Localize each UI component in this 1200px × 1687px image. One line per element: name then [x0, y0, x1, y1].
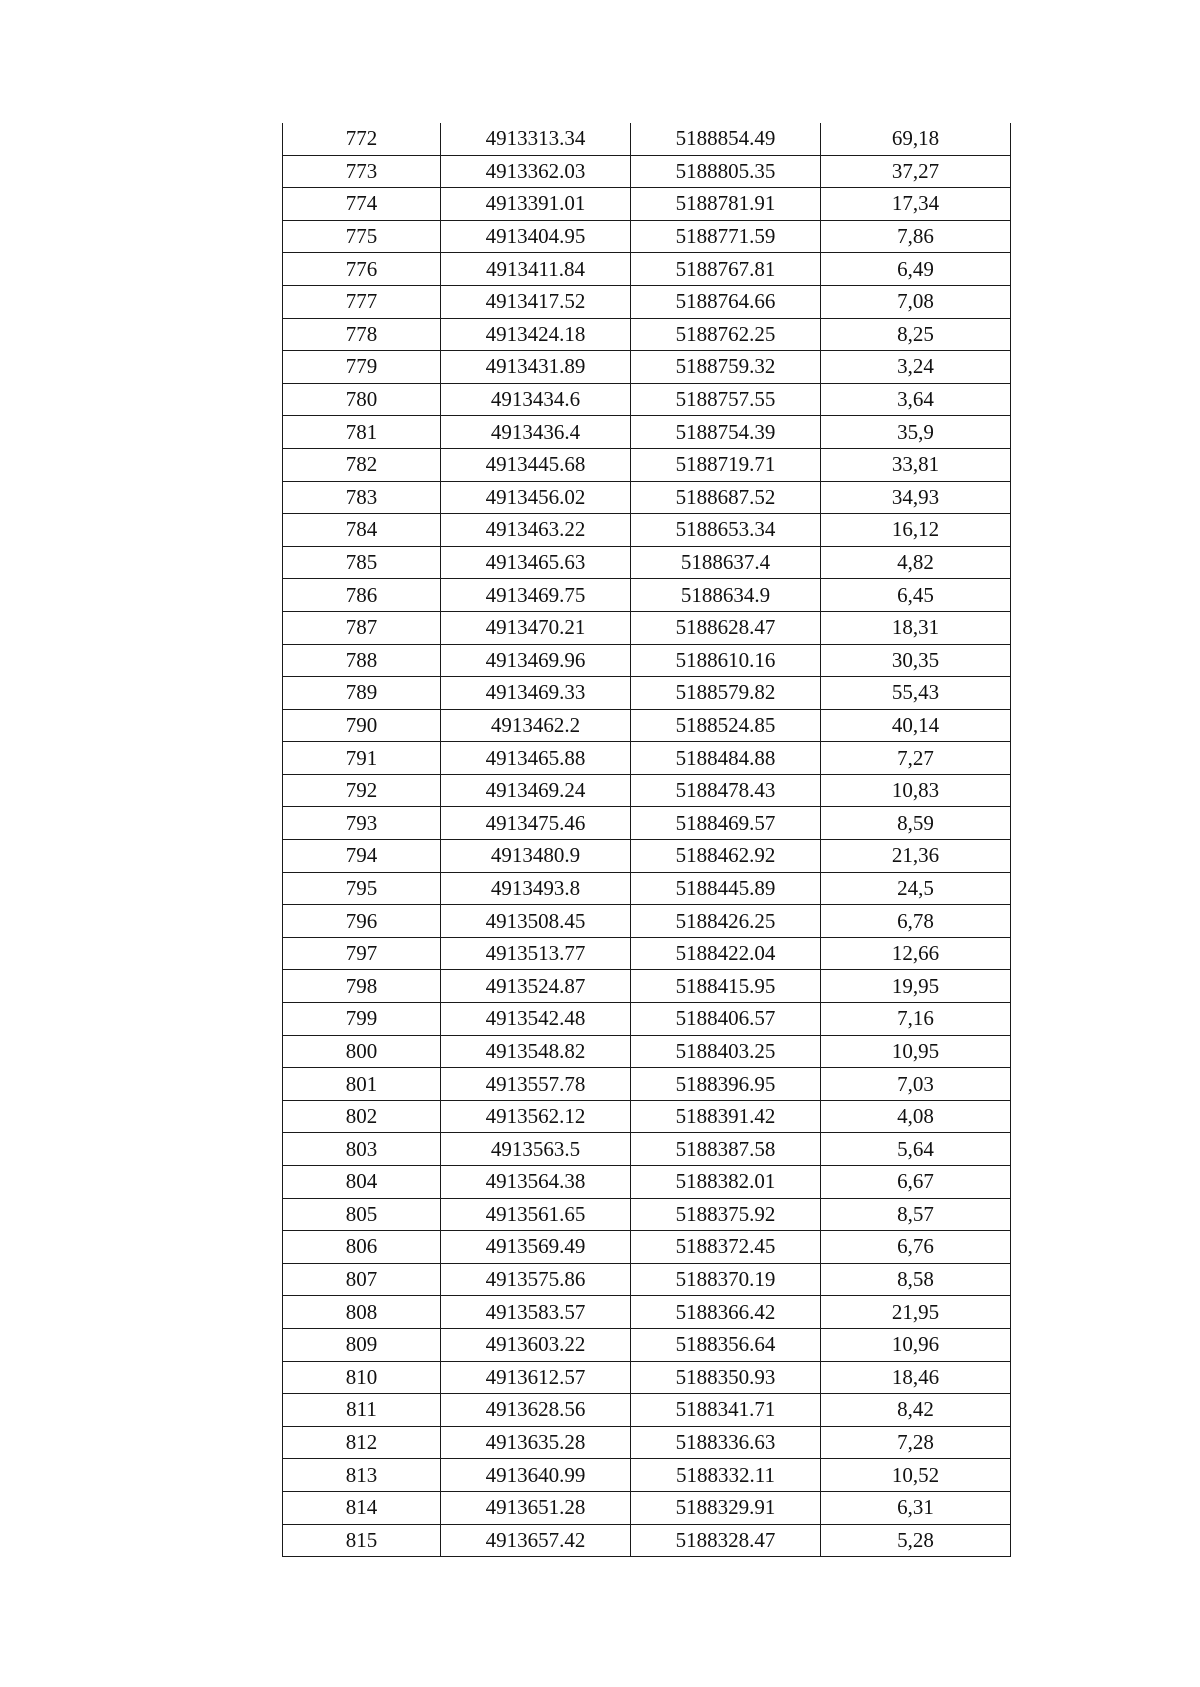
distance-cell: 10,95	[821, 1035, 1011, 1068]
point-number-cell: 802	[283, 1100, 441, 1133]
table-row	[283, 253, 1011, 286]
point-number-cell: 794	[283, 840, 441, 873]
y-coordinate-cell: 5188328.47	[631, 1524, 821, 1557]
x-coordinate-cell: 4913563.5	[441, 1133, 631, 1166]
y-coordinate-cell: 5188387.58	[631, 1133, 821, 1166]
x-coordinate-cell: 4913557.78	[441, 1068, 631, 1101]
y-coordinate-cell: 5188771.59	[631, 220, 821, 253]
x-coordinate-cell: 4913564.38	[441, 1166, 631, 1199]
y-coordinate-cell: 5188637.4	[631, 546, 821, 579]
distance-cell: 8,42	[821, 1394, 1011, 1427]
y-coordinate-cell: 5188422.04	[631, 937, 821, 970]
table-row	[283, 123, 1011, 155]
y-coordinate-cell: 5188332.11	[631, 1459, 821, 1492]
table-row	[283, 579, 1011, 612]
x-coordinate-cell: 4913465.88	[441, 742, 631, 775]
distance-cell: 3,24	[821, 351, 1011, 384]
distance-cell: 34,93	[821, 481, 1011, 514]
y-coordinate-cell: 5188469.57	[631, 807, 821, 840]
table-row	[283, 1100, 1011, 1133]
x-coordinate-cell: 4913391.01	[441, 188, 631, 221]
table-row	[283, 285, 1011, 318]
table-row	[283, 872, 1011, 905]
x-coordinate-cell: 4913462.2	[441, 709, 631, 742]
y-coordinate-cell: 5188781.91	[631, 188, 821, 221]
point-number-cell: 797	[283, 937, 441, 970]
point-number-cell: 803	[283, 1133, 441, 1166]
distance-cell: 10,96	[821, 1328, 1011, 1361]
point-number-cell: 778	[283, 318, 441, 351]
distance-cell: 5,28	[821, 1524, 1011, 1557]
table-row	[283, 742, 1011, 775]
x-coordinate-cell: 4913424.18	[441, 318, 631, 351]
distance-cell: 10,83	[821, 774, 1011, 807]
distance-cell: 18,31	[821, 611, 1011, 644]
point-number-cell: 786	[283, 579, 441, 612]
y-coordinate-cell: 5188366.42	[631, 1296, 821, 1329]
point-number-cell: 790	[283, 709, 441, 742]
point-number-cell: 810	[283, 1361, 441, 1394]
x-coordinate-cell: 4913562.12	[441, 1100, 631, 1133]
distance-cell: 7,86	[821, 220, 1011, 253]
x-coordinate-cell: 4913404.95	[441, 220, 631, 253]
table-row	[283, 840, 1011, 873]
point-number-cell: 772	[283, 123, 441, 155]
y-coordinate-cell: 5188426.25	[631, 905, 821, 938]
distance-cell: 21,95	[821, 1296, 1011, 1329]
distance-cell: 18,46	[821, 1361, 1011, 1394]
y-coordinate-cell: 5188341.71	[631, 1394, 821, 1427]
y-coordinate-cell: 5188329.91	[631, 1491, 821, 1524]
table-row	[283, 546, 1011, 579]
table-row	[283, 351, 1011, 384]
distance-cell: 69,18	[821, 123, 1011, 155]
x-coordinate-cell: 4913603.22	[441, 1328, 631, 1361]
distance-cell: 33,81	[821, 448, 1011, 481]
point-number-cell: 796	[283, 905, 441, 938]
point-number-cell: 779	[283, 351, 441, 384]
y-coordinate-cell: 5188350.93	[631, 1361, 821, 1394]
table-row	[283, 1035, 1011, 1068]
distance-cell: 7,08	[821, 285, 1011, 318]
point-number-cell: 777	[283, 285, 441, 318]
point-number-cell: 788	[283, 644, 441, 677]
point-number-cell: 795	[283, 872, 441, 905]
point-number-cell: 773	[283, 155, 441, 188]
table-row	[283, 1491, 1011, 1524]
table-row	[283, 1459, 1011, 1492]
y-coordinate-cell: 5188759.32	[631, 351, 821, 384]
table-row	[283, 1394, 1011, 1427]
coordinates-table	[282, 123, 1011, 1557]
distance-cell: 10,52	[821, 1459, 1011, 1492]
y-coordinate-cell: 5188445.89	[631, 872, 821, 905]
x-coordinate-cell: 4913417.52	[441, 285, 631, 318]
x-coordinate-cell: 4913456.02	[441, 481, 631, 514]
x-coordinate-cell: 4913628.56	[441, 1394, 631, 1427]
point-number-cell: 787	[283, 611, 441, 644]
distance-cell: 7,03	[821, 1068, 1011, 1101]
y-coordinate-cell: 5188382.01	[631, 1166, 821, 1199]
y-coordinate-cell: 5188484.88	[631, 742, 821, 775]
x-coordinate-cell: 4913475.46	[441, 807, 631, 840]
distance-cell: 8,58	[821, 1263, 1011, 1296]
point-number-cell: 806	[283, 1231, 441, 1264]
y-coordinate-cell: 5188754.39	[631, 416, 821, 449]
point-number-cell: 781	[283, 416, 441, 449]
x-coordinate-cell: 4913635.28	[441, 1426, 631, 1459]
table-row	[283, 611, 1011, 644]
x-coordinate-cell: 4913493.8	[441, 872, 631, 905]
x-coordinate-cell: 4913431.89	[441, 351, 631, 384]
table-row	[283, 709, 1011, 742]
table-row	[283, 677, 1011, 710]
y-coordinate-cell: 5188370.19	[631, 1263, 821, 1296]
distance-cell: 6,31	[821, 1491, 1011, 1524]
distance-cell: 6,78	[821, 905, 1011, 938]
distance-cell: 16,12	[821, 514, 1011, 547]
table-row	[283, 448, 1011, 481]
table-row	[283, 1426, 1011, 1459]
y-coordinate-cell: 5188391.42	[631, 1100, 821, 1133]
x-coordinate-cell: 4913436.4	[441, 416, 631, 449]
y-coordinate-cell: 5188356.64	[631, 1328, 821, 1361]
table-row	[283, 1198, 1011, 1231]
y-coordinate-cell: 5188762.25	[631, 318, 821, 351]
x-coordinate-cell: 4913434.6	[441, 383, 631, 416]
distance-cell: 37,27	[821, 155, 1011, 188]
y-coordinate-cell: 5188634.9	[631, 579, 821, 612]
distance-cell: 19,95	[821, 970, 1011, 1003]
table-row	[283, 774, 1011, 807]
distance-cell: 7,28	[821, 1426, 1011, 1459]
y-coordinate-cell: 5188579.82	[631, 677, 821, 710]
distance-cell: 7,16	[821, 1003, 1011, 1036]
distance-cell: 4,82	[821, 546, 1011, 579]
table-row	[283, 1231, 1011, 1264]
y-coordinate-cell: 5188415.95	[631, 970, 821, 1003]
point-number-cell: 813	[283, 1459, 441, 1492]
x-coordinate-cell: 4913640.99	[441, 1459, 631, 1492]
x-coordinate-cell: 4913575.86	[441, 1263, 631, 1296]
table-row	[283, 1003, 1011, 1036]
table-row	[283, 220, 1011, 253]
point-number-cell: 783	[283, 481, 441, 514]
point-number-cell: 780	[283, 383, 441, 416]
y-coordinate-cell: 5188854.49	[631, 123, 821, 155]
distance-cell: 17,34	[821, 188, 1011, 221]
table-row	[283, 644, 1011, 677]
distance-cell: 6,45	[821, 579, 1011, 612]
coordinates-table-body	[283, 123, 1011, 1557]
y-coordinate-cell: 5188628.47	[631, 611, 821, 644]
distance-cell: 3,64	[821, 383, 1011, 416]
distance-cell: 8,57	[821, 1198, 1011, 1231]
distance-cell: 6,67	[821, 1166, 1011, 1199]
point-number-cell: 814	[283, 1491, 441, 1524]
point-number-cell: 782	[283, 448, 441, 481]
table-row	[283, 1263, 1011, 1296]
x-coordinate-cell: 4913313.34	[441, 123, 631, 155]
y-coordinate-cell: 5188524.85	[631, 709, 821, 742]
table-row	[283, 188, 1011, 221]
y-coordinate-cell: 5188719.71	[631, 448, 821, 481]
point-number-cell: 775	[283, 220, 441, 253]
point-number-cell: 807	[283, 1263, 441, 1296]
y-coordinate-cell: 5188478.43	[631, 774, 821, 807]
distance-cell: 6,76	[821, 1231, 1011, 1264]
table-row	[283, 905, 1011, 938]
point-number-cell: 800	[283, 1035, 441, 1068]
table-row	[283, 318, 1011, 351]
table-row	[283, 807, 1011, 840]
x-coordinate-cell: 4913513.77	[441, 937, 631, 970]
point-number-cell: 808	[283, 1296, 441, 1329]
x-coordinate-cell: 4913411.84	[441, 253, 631, 286]
y-coordinate-cell: 5188805.35	[631, 155, 821, 188]
x-coordinate-cell: 4913469.33	[441, 677, 631, 710]
y-coordinate-cell: 5188396.95	[631, 1068, 821, 1101]
y-coordinate-cell: 5188403.25	[631, 1035, 821, 1068]
distance-cell: 55,43	[821, 677, 1011, 710]
point-number-cell: 792	[283, 774, 441, 807]
distance-cell: 21,36	[821, 840, 1011, 873]
table-row	[283, 1166, 1011, 1199]
x-coordinate-cell: 4913465.63	[441, 546, 631, 579]
table-row	[283, 383, 1011, 416]
y-coordinate-cell: 5188767.81	[631, 253, 821, 286]
point-number-cell: 798	[283, 970, 441, 1003]
x-coordinate-cell: 4913480.9	[441, 840, 631, 873]
x-coordinate-cell: 4913569.49	[441, 1231, 631, 1264]
table-row	[283, 1296, 1011, 1329]
table-row	[283, 970, 1011, 1003]
x-coordinate-cell: 4913445.68	[441, 448, 631, 481]
table-row	[283, 481, 1011, 514]
x-coordinate-cell: 4913651.28	[441, 1491, 631, 1524]
point-number-cell: 815	[283, 1524, 441, 1557]
distance-cell: 30,35	[821, 644, 1011, 677]
y-coordinate-cell: 5188687.52	[631, 481, 821, 514]
y-coordinate-cell: 5188372.45	[631, 1231, 821, 1264]
x-coordinate-cell: 4913470.21	[441, 611, 631, 644]
table-row	[283, 1068, 1011, 1101]
x-coordinate-cell: 4913362.03	[441, 155, 631, 188]
table-row	[283, 1361, 1011, 1394]
point-number-cell: 801	[283, 1068, 441, 1101]
table-row	[283, 416, 1011, 449]
table-row	[283, 1524, 1011, 1557]
x-coordinate-cell: 4913561.65	[441, 1198, 631, 1231]
x-coordinate-cell: 4913469.24	[441, 774, 631, 807]
point-number-cell: 774	[283, 188, 441, 221]
point-number-cell: 804	[283, 1166, 441, 1199]
x-coordinate-cell: 4913508.45	[441, 905, 631, 938]
distance-cell: 8,59	[821, 807, 1011, 840]
table-row	[283, 1328, 1011, 1361]
table-row	[283, 514, 1011, 547]
y-coordinate-cell: 5188462.92	[631, 840, 821, 873]
y-coordinate-cell: 5188653.34	[631, 514, 821, 547]
point-number-cell: 791	[283, 742, 441, 775]
x-coordinate-cell: 4913548.82	[441, 1035, 631, 1068]
x-coordinate-cell: 4913657.42	[441, 1524, 631, 1557]
table-row	[283, 1133, 1011, 1166]
point-number-cell: 805	[283, 1198, 441, 1231]
distance-cell: 12,66	[821, 937, 1011, 970]
point-number-cell: 784	[283, 514, 441, 547]
point-number-cell: 785	[283, 546, 441, 579]
point-number-cell: 789	[283, 677, 441, 710]
x-coordinate-cell: 4913469.75	[441, 579, 631, 612]
distance-cell: 5,64	[821, 1133, 1011, 1166]
y-coordinate-cell: 5188336.63	[631, 1426, 821, 1459]
distance-cell: 35,9	[821, 416, 1011, 449]
y-coordinate-cell: 5188757.55	[631, 383, 821, 416]
distance-cell: 24,5	[821, 872, 1011, 905]
y-coordinate-cell: 5188406.57	[631, 1003, 821, 1036]
point-number-cell: 799	[283, 1003, 441, 1036]
point-number-cell: 793	[283, 807, 441, 840]
y-coordinate-cell: 5188764.66	[631, 285, 821, 318]
distance-cell: 6,49	[821, 253, 1011, 286]
distance-cell: 8,25	[821, 318, 1011, 351]
x-coordinate-cell: 4913463.22	[441, 514, 631, 547]
table-row	[283, 155, 1011, 188]
distance-cell: 7,27	[821, 742, 1011, 775]
x-coordinate-cell: 4913524.87	[441, 970, 631, 1003]
distance-cell: 40,14	[821, 709, 1011, 742]
x-coordinate-cell: 4913583.57	[441, 1296, 631, 1329]
x-coordinate-cell: 4913542.48	[441, 1003, 631, 1036]
y-coordinate-cell: 5188610.16	[631, 644, 821, 677]
point-number-cell: 811	[283, 1394, 441, 1427]
point-number-cell: 812	[283, 1426, 441, 1459]
x-coordinate-cell: 4913469.96	[441, 644, 631, 677]
y-coordinate-cell: 5188375.92	[631, 1198, 821, 1231]
point-number-cell: 776	[283, 253, 441, 286]
table-row	[283, 937, 1011, 970]
distance-cell: 4,08	[821, 1100, 1011, 1133]
x-coordinate-cell: 4913612.57	[441, 1361, 631, 1394]
point-number-cell: 809	[283, 1328, 441, 1361]
